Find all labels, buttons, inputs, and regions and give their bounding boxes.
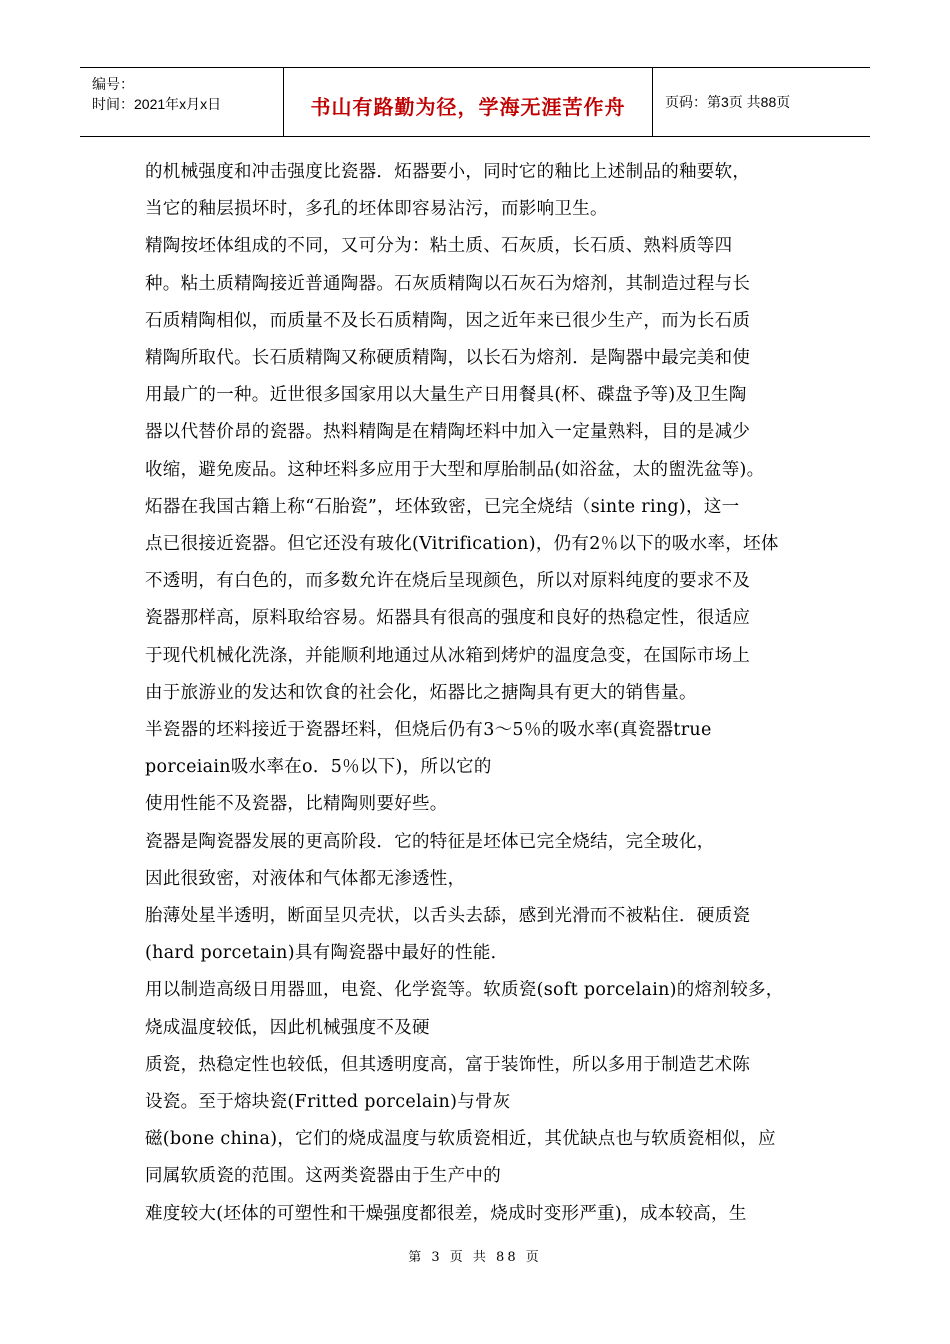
text-line: 半瓷器的坯料接近于瓷器坯料，但烧后仍有3～5％的吸水率(真瓷器true — [145, 720, 712, 741]
text-line: 瓷器是陶瓷器发展的更高阶段．它的特征是坯体已完全烧结，完全玻化， — [145, 831, 715, 852]
text-line: 于现代机械化洗涤，并能顺利地通过从冰箱到烤炉的温度急变，在国际市场上 — [145, 645, 751, 666]
text-line: porceiain吸水率在o．5％以下)，所以它的 — [145, 757, 492, 778]
text-line: 用以制造高级日用器皿，电瓷、化学瓷等。软质瓷(soft porcelain)的熔剂较多， — [145, 980, 784, 1001]
text-line: 使用性能不及瓷器，比精陶则要好些。 — [145, 794, 448, 815]
text-line: 质瓷，热稳定性也较低，但其透明度高，富于装饰性，所以多用于制造艺术陈 — [145, 1054, 751, 1075]
header-page-info: 页码：第3页 共88页 — [665, 94, 791, 110]
text-line: 设瓷。至于熔块瓷(Fritted porcelain)与骨灰 — [145, 1092, 511, 1113]
text-line: 难度较大(坯体的可塑性和干燥强度都很差，烧成时变形严重)，成本较高，生 — [145, 1203, 747, 1224]
text-line: 收缩，避免废品。这种坯料多应用于大型和厚胎制品(如浴盆，太的盥洗盆等)。 — [145, 459, 765, 480]
text-line: 精陶所取代。长石质精陶又称硬质精陶，以长石为熔剂．是陶器中最完美和使 — [145, 348, 751, 369]
document-date: 时间：2021年x月x日 — [92, 96, 222, 112]
text-line: 烧成温度较低，因此机械强度不及硬 — [145, 1017, 430, 1038]
text-line: 种。粘土质精陶接近普通陶器。石灰质精陶以石灰石为熔剂，其制造过程与长 — [145, 273, 751, 294]
text-line: 用最广的一种。近世很多国家用以大量生产日用餐具(杯、碟盘予等)及卫生陶 — [145, 385, 747, 406]
text-line: 由于旅游业的发达和饮食的社会化，炻器比之搪陶具有更大的销售量。 — [145, 682, 697, 703]
text-line: 当它的釉层损坏时，多孔的坯体即容易沾污，而影响卫生。 — [145, 199, 608, 220]
text-line: 器以代替价昂的瓷器。热料精陶是在精陶坯料中加入一定量熟料，目的是减少 — [145, 422, 751, 443]
text-line: 石质精陶相似，而质量不及长石质精陶，因之近年来已很少生产，而为长石质 — [145, 310, 751, 331]
text-line: 同属软质瓷的范围。这两类瓷器由于生产中的 — [145, 1166, 501, 1187]
page-footer: 第 3 页 共 88 页 — [408, 1250, 542, 1265]
text-line: (hard porcetain)具有陶瓷器中最好的性能． — [145, 943, 509, 964]
text-line: 胎薄处星半透明，断面呈贝壳状，以舌头去舔，感到光滑而不被粘住．硬质瓷 — [145, 906, 751, 927]
text-line: 磁(bone china)，它们的烧成温度与软质瓷相近，其优缺点也与软质瓷相似，应 — [145, 1129, 776, 1150]
document-number-label: 编号： — [92, 76, 134, 92]
text-line: 的机械强度和冲击强度比瓷器．炻器要小，同时它的釉比上述制品的釉要软， — [145, 162, 751, 182]
text-line: 炻器在我国古籍上称“石胎瓷”，坯体致密，已完全烧结（sinte ring)，这一 — [145, 496, 740, 517]
header-meta — [80, 68, 283, 136]
text-line: 不透明，有白色的，而多数允许在烧后呈现颜色，所以对原料纯度的要求不及 — [145, 571, 751, 592]
document-body — [145, 154, 810, 1233]
text-line: 点已很接近瓷器。但它还没有玻化(Vitrification)，仍有2％以下的吸水率，坯体 — [145, 534, 779, 555]
text-line: 因此很致密，对液体和气体都无渗透性， — [145, 868, 466, 889]
text-line: 精陶按坯体组成的不同，又可分为：粘土质、石灰质，长石质、熟料质等四 — [145, 236, 733, 257]
page-header — [80, 67, 870, 137]
header-motto-cell — [283, 68, 653, 136]
header-motto: 书山有路勤为径，学海无涯苦作舟 — [310, 97, 626, 119]
text-line: 瓷器那样高，原料取给容易。炻器具有很高的强度和良好的热稳定性，很适应 — [145, 608, 751, 629]
